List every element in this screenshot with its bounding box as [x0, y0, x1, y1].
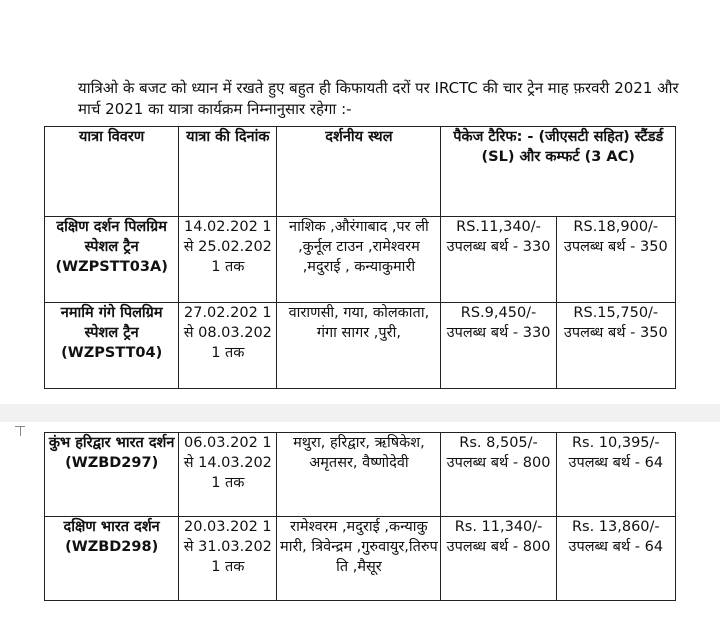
- trip-name: दक्षिण दर्शन पिलग्रिम स्पेशल ट्रैन (WZPSTT03A): [45, 217, 179, 303]
- table-row: [45, 217, 676, 303]
- page-break: [0, 404, 720, 422]
- tariff-standard: RS.11,340/- उपलब्ध बर्थ - 330: [441, 217, 556, 303]
- trip-places: वाराणसी, गया, कोलकाता, गंगा सागर ,पुरी,: [277, 303, 441, 389]
- trip-date: 06.03.202 1 से 14.03.202 1 तक: [179, 433, 277, 517]
- tariff-comfort: Rs. 10,395/- उपलब्ध बर्थ - 64: [556, 433, 675, 517]
- trip-name: कुंभ हरिद्वार भारत दर्शन (WZBD297): [45, 433, 179, 517]
- margin-mark: [20, 426, 21, 436]
- trip-date: 14.02.202 1 से 25.02.202 1 तक: [179, 217, 277, 303]
- tariff-standard: RS.9,450/- उपलब्ध बर्थ - 330: [441, 303, 556, 389]
- table-row: [45, 433, 676, 517]
- tariff-standard: Rs. 8,505/- उपलब्ध बर्थ - 800: [441, 433, 556, 517]
- trip-date: 20.03.202 1 से 31.03.202 1 तक: [179, 517, 277, 601]
- table-header-row: [45, 127, 676, 217]
- header-date: यात्रा की दिनांक: [179, 127, 277, 217]
- header-trip: यात्रा विवरण: [45, 127, 179, 217]
- tariff-comfort: RS.15,750/- उपलब्ध बर्थ - 350: [556, 303, 675, 389]
- itinerary-table-1: [44, 126, 676, 389]
- intro-paragraph: यात्रिओ के बजट को ध्यान में रखते हुए बहुत ही किफायती दरों पर IRCTC की चार ट्रेन माह फ़रवरी 2021 और मार्च 2021 का यात्रा कार्यक्रम निम्नानुसार रहेगा :-: [78, 79, 679, 118]
- trip-places: मथुरा, हरिद्वार, ऋषिकेश, अमृतसर, वैष्णोदेवी: [277, 433, 441, 517]
- trip-name: नमामि गंगे पिलग्रिम स्पेशल ट्रैन (WZPSTT04): [45, 303, 179, 389]
- trip-name: दक्षिण भारत दर्शन (WZBD298): [45, 517, 179, 601]
- trip-places: नाशिक ,औरंगाबाद ,पर ली ,कुर्नूल टाउन ,रामेश्वरम ,मदुराई , कन्याकुमारी: [277, 217, 441, 303]
- tariff-comfort: RS.18,900/- उपलब्ध बर्थ - 350: [556, 217, 675, 303]
- itinerary-table-2: [44, 432, 676, 601]
- tariff-comfort: Rs. 13,860/- उपलब्ध बर्थ - 64: [556, 517, 675, 601]
- tariff-standard: Rs. 11,340/- उपलब्ध बर्थ - 800: [441, 517, 556, 601]
- table-row: [45, 517, 676, 601]
- trip-places: रामेश्वरम ,मदुराई ,कन्याकु मारी, त्रिवेन्द्रम ,गुरुवायुर,तिरुप ति ,मैसूर: [277, 517, 441, 601]
- trip-date: 27.02.202 1 से 08.03.202 1 तक: [179, 303, 277, 389]
- header-places: दर्शनीय स्थल: [277, 127, 441, 217]
- table-row: [45, 303, 676, 389]
- header-tariff: पैकेज टैरिफ: - (जीएसटी सहित) स्टैंडर्ड (SL) और कम्फर्ट (3 AC): [441, 127, 676, 217]
